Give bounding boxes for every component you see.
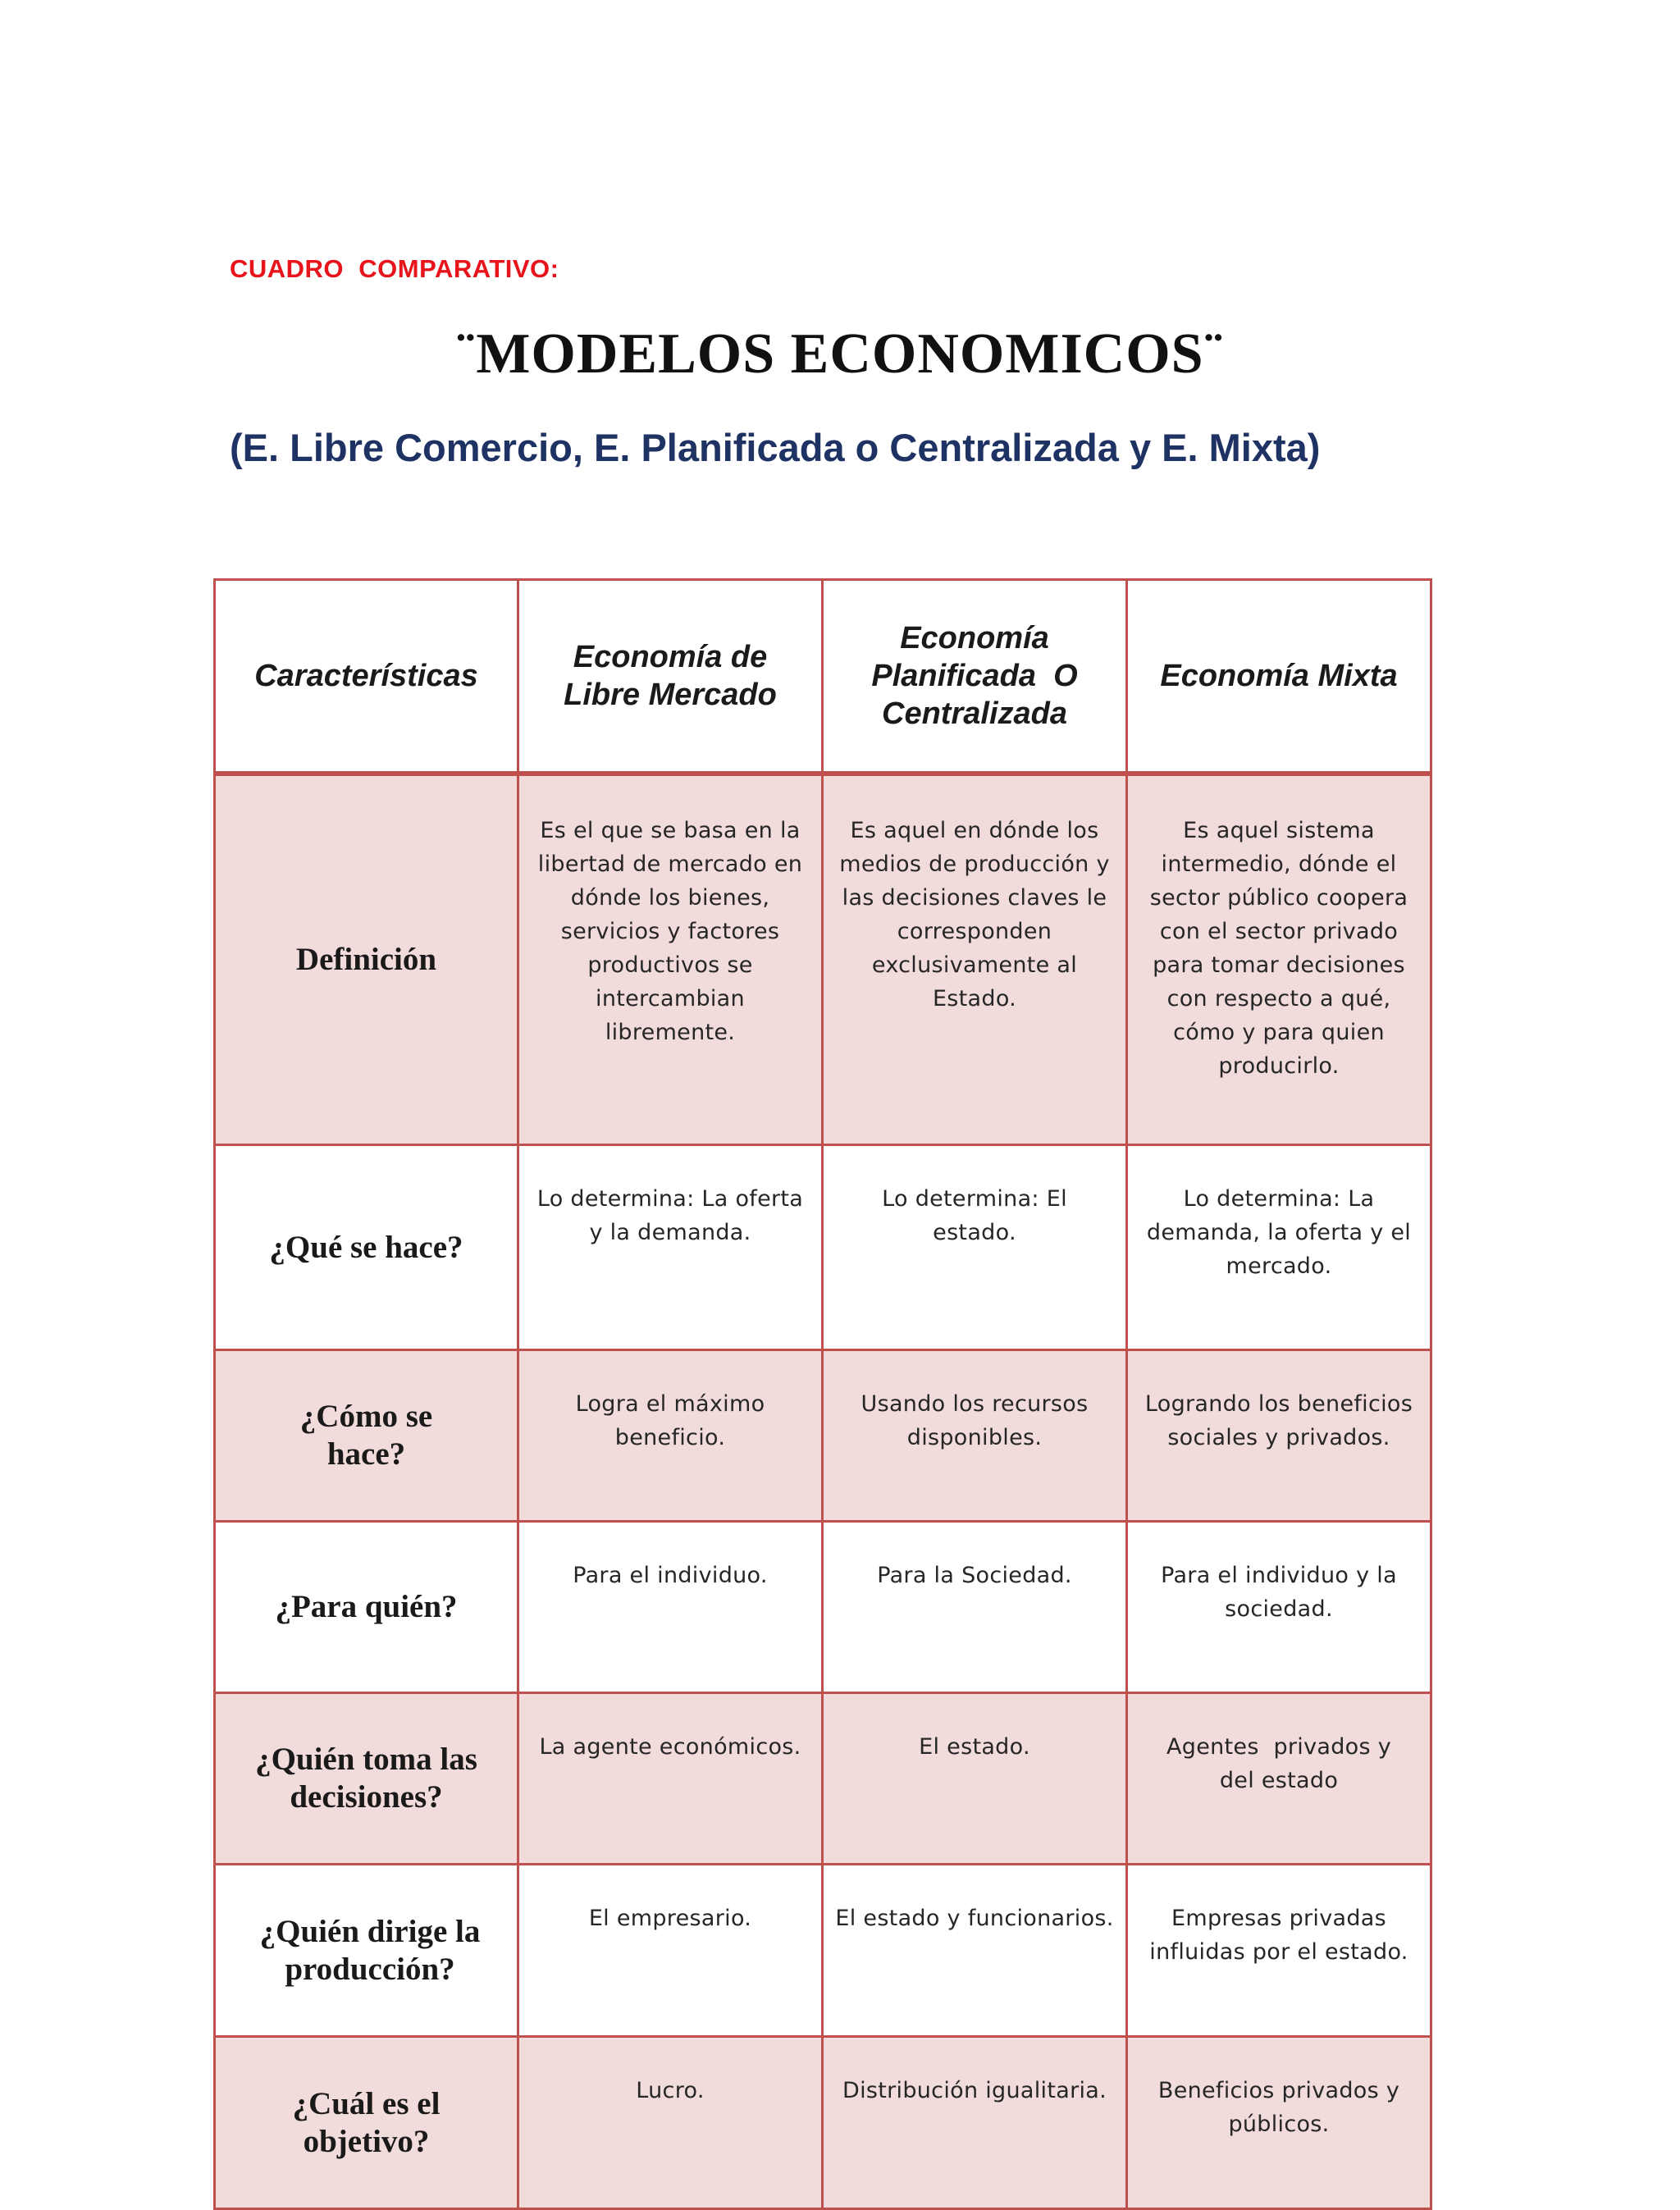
table-cell [1127, 1350, 1431, 1522]
header-libre-mercado [518, 580, 823, 774]
table-row [215, 1145, 1431, 1350]
comparison-table [213, 578, 1432, 2210]
cell-text: Logra el máximo beneficio. [575, 1391, 765, 1450]
row-label-text: ¿Cuál es el objetivo? [292, 2085, 441, 2159]
table-cell [1127, 1865, 1431, 2037]
cell-text: Logrando los beneficios sociales y privados. [1144, 1391, 1413, 1450]
table-cell [518, 1145, 823, 1350]
row-label [215, 1693, 518, 1865]
table-cell [1127, 1145, 1431, 1350]
cell-text: Es aquel sistema intermedio, dónde el sector público coopera con el sector privado para tomar decisiones con respecto a qué, cómo y para quien producirlo. [1149, 818, 1408, 1079]
row-label-text: ¿Cómo se hace? [299, 1399, 433, 1472]
table-row [215, 1865, 1431, 2037]
cell-text: Empresas privadas influidas por el estado. [1149, 1906, 1408, 1965]
table-cell: El estado. [823, 1693, 1127, 1865]
document-subtitle: (E. Libre Comercio, E. Planificada o Centralizada y E. Mixta) [230, 426, 1321, 469]
table-cell: El empresario. [518, 1865, 823, 2037]
header-mixta: Economía Mixta [1127, 580, 1431, 774]
cell-text: Beneficios privados y públicos. [1157, 2078, 1400, 2137]
header-libre-mercado-text: Economía de Libre Mercado [564, 640, 777, 712]
table-cell [823, 1350, 1127, 1522]
document-label: CUADRO COMPARATIVO: [230, 254, 559, 283]
table-row [215, 774, 1431, 1145]
table-cell: Para la Sociedad. [823, 1522, 1127, 1693]
table-header-row [215, 580, 1431, 774]
row-label [215, 1350, 518, 1522]
table-row [215, 2037, 1431, 2209]
table-cell: El estado y funcionarios. [823, 1865, 1127, 2037]
table-cell [823, 774, 1127, 1145]
cell-text: Usando los recursos disponibles. [861, 1391, 1089, 1450]
cell-text: Lo determina: La demanda, la oferta y el mercado. [1146, 1186, 1412, 1279]
table-row [215, 1350, 1431, 1522]
row-label [215, 1865, 518, 2037]
row-label [215, 2037, 518, 2209]
cell-text: Para el individuo y la sociedad. [1161, 1563, 1397, 1622]
table-row [215, 1693, 1431, 1865]
cell-text: Lo determina: La oferta y la demanda. [536, 1186, 804, 1245]
table-cell [1127, 1693, 1431, 1865]
cell-text: Agentes privados y del estado [1166, 1734, 1399, 1793]
header-planificada [823, 580, 1127, 774]
row-label: ¿Qué se hace? [215, 1145, 518, 1350]
row-label: Definición [215, 774, 518, 1145]
table-cell [1127, 1522, 1431, 1693]
table-cell [518, 774, 823, 1145]
table-cell: Para el individuo. [518, 1522, 823, 1693]
row-label-text: ¿Quién toma las decisiones? [255, 1742, 477, 1815]
table-cell: La agente económicos. [518, 1693, 823, 1865]
table-cell: Lucro. [518, 2037, 823, 2209]
header-planificada-text: Economía Planificada O Centralizada [871, 621, 1087, 731]
table-cell: Lo determina: El estado. [823, 1145, 1127, 1350]
row-label-text: ¿Quién dirige la producción? [259, 1913, 481, 1987]
table-cell [1127, 2037, 1431, 2209]
table-cell: Distribución igualitaria. [823, 2037, 1127, 2209]
table-cell [1127, 774, 1431, 1145]
row-label: ¿Para quién? [215, 1522, 518, 1693]
cell-text: Es aquel en dónde los medios de producción y las decisiones claves le corresponden exclusivamente al Estado. [839, 818, 1110, 1011]
cell-text: Es el que se basa en la libertad de mercado en dónde los bienes, servicios y factores productivos se intercambian libremente. [537, 818, 803, 1045]
header-caracteristicas: Características [215, 580, 518, 774]
table-row [215, 1522, 1431, 1693]
table-cell [518, 1350, 823, 1522]
document-title: ¨MODELOS ECONOMICOS¨ [456, 322, 1224, 386]
